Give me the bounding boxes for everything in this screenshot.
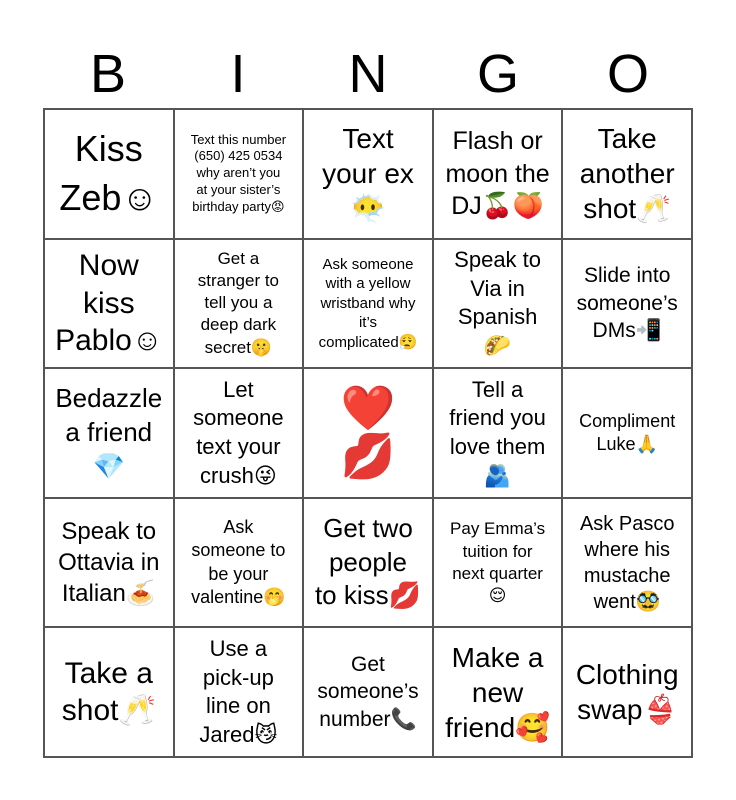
bingo-cell[interactable]: Get two people to kiss💋 [303, 498, 433, 628]
bingo-cell[interactable]: Ask someone with a yellow wristband why it’s complicated😮‍💨 [303, 239, 433, 369]
bingo-cell[interactable]: Get someone’s number📞 [303, 627, 433, 757]
bingo-cell[interactable]: Make a new friend🥰 [433, 627, 563, 757]
bingo-cell[interactable]: Compliment Luke🙏 [562, 368, 692, 498]
bingo-cell[interactable]: Use a pick-up line on Jared😼 [174, 627, 304, 757]
bingo-cell[interactable]: Speak to Via in Spanish 🌮 [433, 239, 563, 369]
bingo-cell[interactable]: Pay Emma’s tuition for next quarter 😌 [433, 498, 563, 628]
bingo-cell[interactable]: Flash or moon the DJ🍒🍑 [433, 109, 563, 239]
bingo-cell-free[interactable]: ❤️ 💋 [303, 368, 433, 498]
bingo-cell[interactable]: Take a shot🥂 [44, 627, 174, 757]
bingo-cell[interactable]: Kiss Zeb☺ [44, 109, 174, 239]
bingo-cell[interactable]: Text this number (650) 425 0534 why aren’t you at your sister’s birthday party😡 [174, 109, 304, 239]
bingo-cell[interactable]: Now kiss Pablo☺ [44, 239, 174, 369]
bingo-cell[interactable]: Ask someone to be your valentine🤭 [174, 498, 304, 628]
bingo-cell[interactable]: Get a stranger to tell you a deep dark secret🤫 [174, 239, 304, 369]
bingo-grid [43, 108, 693, 758]
bingo-header [43, 40, 693, 108]
header-letter-g: G [476, 44, 519, 104]
bingo-cell[interactable]: Ask Pasco where his mustache went🥸 [562, 498, 692, 628]
bingo-cell[interactable]: Tell a friend you love them 🫂 [433, 368, 563, 498]
header-letter-n: N [348, 44, 388, 104]
bingo-cell[interactable]: Bedazzle a friend 💎 [44, 368, 174, 498]
bingo-cell[interactable]: Speak to Ottavia in Italian🍝 [44, 498, 174, 628]
bingo-cell[interactable]: Clothing swap👙 [562, 627, 692, 757]
bingo-cell[interactable]: Take another shot🥂 [562, 109, 692, 239]
header-letter-o: O [606, 44, 649, 104]
header-letter-b: B [89, 44, 127, 104]
bingo-cell[interactable]: Let someone text your crush😜 [174, 368, 304, 498]
bingo-cell[interactable]: Text your ex 😶‍🌫️ [303, 109, 433, 239]
bingo-cell[interactable]: Slide into someone’s DMs📲 [562, 239, 692, 369]
header-letter-i: I [230, 44, 246, 104]
